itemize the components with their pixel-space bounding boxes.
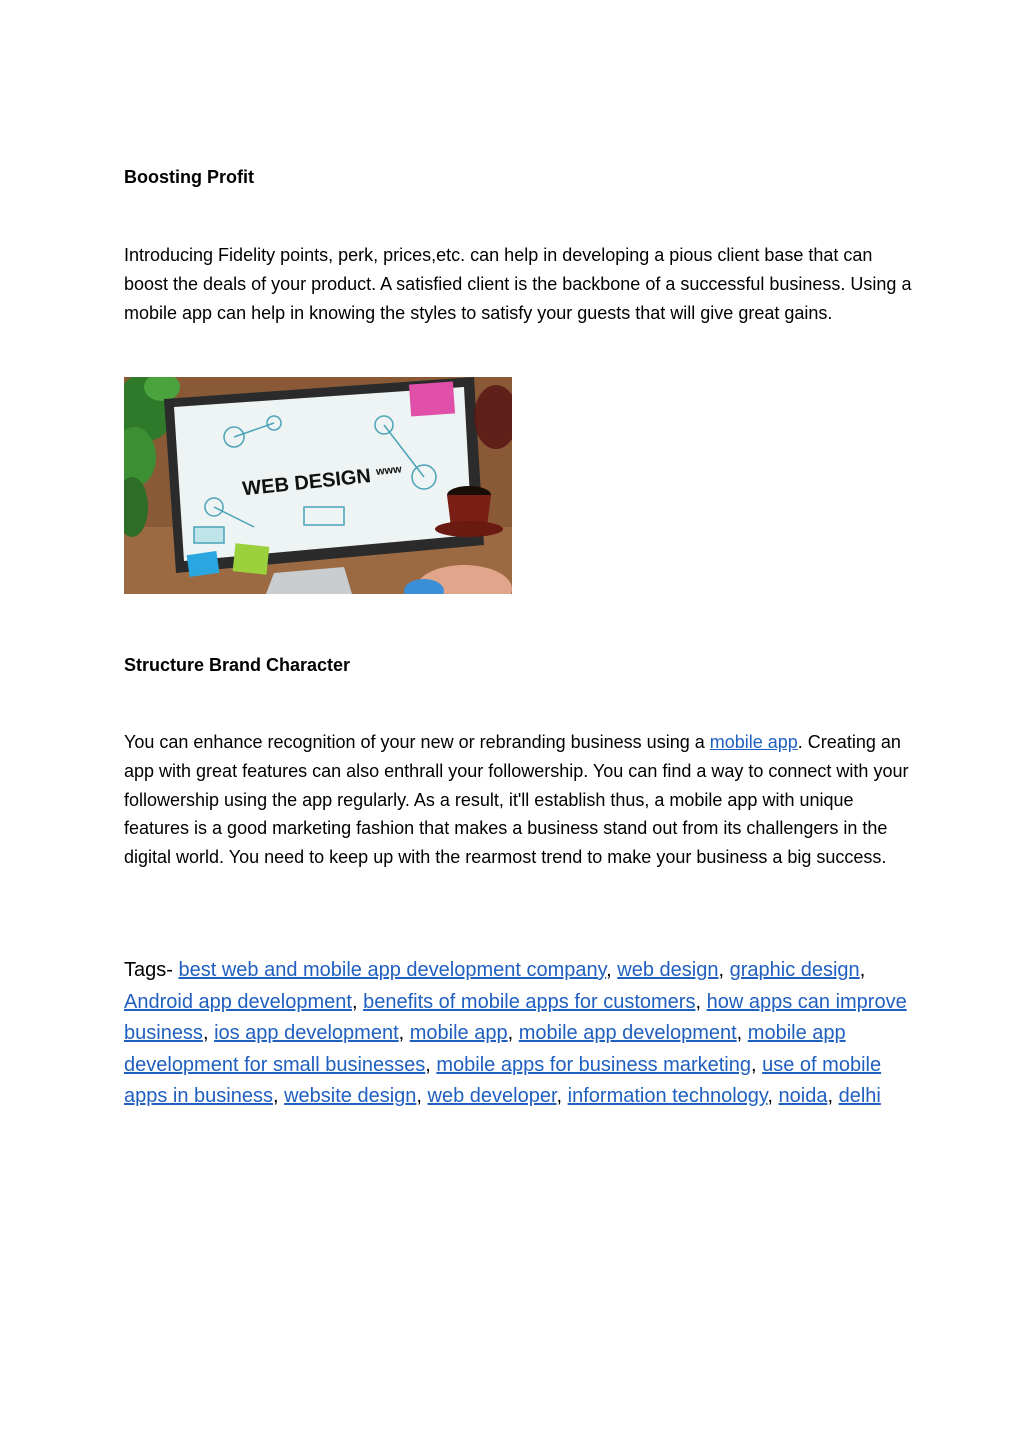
screen-www-label: www — [375, 463, 403, 479]
paragraph-text-after-link: . Creating an app with great features can also enthrall your followership. You can find a way to connect with your followership using the app regularly. As a result, it'll establish thus, a mobile app with unique features is a good marketing fashion that makes a business stand out from its challengers in the digital world. You need to keep up with the rearmost trend to make your business a big success. — [124, 732, 909, 868]
tag-link[interactable]: benefits of mobile apps for customers — [363, 990, 696, 1013]
tag-link[interactable]: information technology — [567, 1085, 768, 1107]
tag-link[interactable]: noida — [778, 1085, 828, 1107]
web-design-image — [124, 377, 512, 594]
tag-separator: , — [556, 1085, 568, 1107]
section-paragraph-structure-brand — [124, 728, 914, 872]
mobile-app-link[interactable]: mobile app — [709, 732, 798, 752]
tag-link[interactable]: mobile app development — [518, 1022, 737, 1044]
section-heading-boosting-profit: Boosting Profit — [124, 167, 254, 187]
tag-link[interactable]: use of mobile apps in business — [124, 1053, 882, 1107]
tag-link[interactable]: website design — [284, 1085, 417, 1107]
tag-link[interactable]: web developer — [427, 1085, 557, 1107]
tag-separator: , — [398, 1022, 410, 1044]
tag-link[interactable]: mobile apps for business marketing — [436, 1053, 751, 1076]
tag-separator: , — [736, 1022, 748, 1044]
tag-separator: , — [859, 959, 866, 981]
tag-separator: , — [272, 1085, 285, 1107]
tag-separator: , — [606, 959, 618, 981]
tag-link[interactable]: delhi — [838, 1085, 881, 1107]
tags-list — [124, 955, 914, 1113]
tag-separator: , — [507, 1022, 519, 1044]
tag-separator: , — [767, 1085, 779, 1107]
tags-prefix: Tags- — [124, 959, 179, 981]
tag-link[interactable]: ios app development — [214, 1022, 399, 1044]
tag-link[interactable]: mobile app development for small businesses — [124, 1022, 846, 1076]
tag-link[interactable]: how apps can improve business — [124, 990, 907, 1044]
tag-separator: , — [351, 990, 364, 1013]
tag-link[interactable]: web design — [617, 959, 719, 981]
tag-link[interactable]: best web and mobile app development company — [178, 959, 607, 981]
tag-link[interactable]: graphic design — [729, 959, 860, 981]
tag-separator: , — [718, 959, 730, 981]
section-heading-structure-brand: Structure Brand Character — [124, 655, 351, 675]
tag-separator: , — [695, 990, 707, 1013]
tag-separator: , — [751, 1053, 763, 1076]
tag-separator: , — [416, 1085, 428, 1107]
screen-label: WEB DESIGN — [241, 465, 372, 501]
tag-separator: , — [425, 1053, 437, 1076]
tag-separator: , — [827, 1085, 839, 1107]
tag-link[interactable]: Android app development — [124, 990, 352, 1013]
tag-separator: , — [202, 1022, 215, 1044]
tag-link[interactable]: mobile app — [409, 1022, 508, 1044]
section-paragraph-boosting-profit: Introducing Fidelity points, perk, prices,etc. can help in developing a pious client base that can boost the deals of your product. A satisfied client is the backbone of a successful business. Using a mobile app can help in knowing the styles to satisfy your guests that will give great gains. — [124, 245, 912, 323]
paragraph-text-before-link: You can enhance recognition of your new or rebranding business using a — [124, 732, 710, 752]
